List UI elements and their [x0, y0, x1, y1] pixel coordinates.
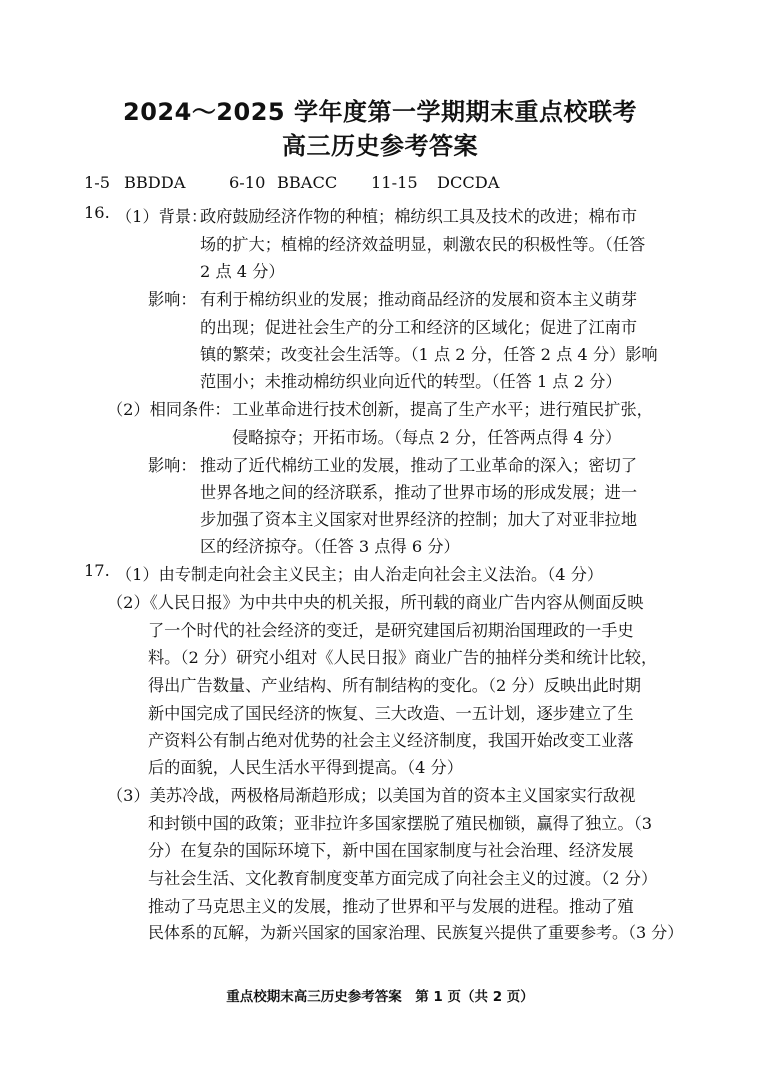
answer-line: 政府鼓励经济作物的种植；棉纺织工具及技术的改进；棉布市 [200, 207, 638, 226]
choice-range: 1-5 [84, 173, 111, 192]
answer-line: 有利于棉纺织业的发展；推动商品经济的发展和资本主义萌芽 [200, 290, 638, 309]
answer-line: 场的扩大；植棉的经济效益明显，刺激农民的积极性等。（任答 [200, 235, 646, 254]
choice-answers: BBDDA [124, 173, 186, 192]
page-subtitle: 高三历史参考答案 [282, 132, 478, 160]
answer-line: 范围小；未推动棉纺织业向近代的转型。（任答 1 点 2 分） [200, 372, 622, 391]
answer-line: 民体系的瓦解，为新兴国家的国家治理、民族复兴提供了重要参考。（3 分） [148, 923, 684, 942]
answer-label: （2）相同条件： [107, 400, 231, 419]
page-footer: 重点校期末高三历史参考答案 第 1 页（共 2 页） [226, 989, 534, 1005]
answer-line: 分）在复杂的国际环境下，新中国在国家制度与社会治理、经济发展 [148, 841, 634, 860]
answer-line: 后的面貌，人民生活水平得到提高。（4 分） [148, 758, 463, 777]
choice-range: 6-10 [229, 173, 266, 192]
answer-line: 区的经济掠夺。（任答 3 点得 6 分） [200, 537, 460, 556]
answer-label: （1）背景： [116, 207, 208, 226]
answer-line: 料。（2 分）研究小组对《人民日报》商业广告的抽样分类和统计比较， [148, 648, 658, 667]
answer-label: 影响： [148, 290, 197, 309]
page-title: 2024～2025 学年度第一学期期末重点校联考 [123, 98, 637, 126]
answer-line: 工业革命进行技术创新，提高了生产水平；进行殖民扩张， [232, 400, 653, 419]
answer-line: 2 点 4 分） [200, 262, 285, 281]
answer-line: （1）由专制走向社会主义民主；由人治走向社会主义法治。（4 分） [116, 565, 604, 584]
answer-line: （3）美苏冷战，两极格局渐趋形成；以美国为首的资本主义国家实行敌视 [107, 786, 636, 805]
answer-label: 影响： [148, 456, 197, 475]
question-number: 16. [84, 203, 110, 222]
answer-line: 了一个时代的社会经济的变迁，是研究建国后初期治国理政的一手史 [148, 621, 634, 640]
answer-line: 与社会生活、文化教育制度变革方面完成了向社会主义的过渡。（2 分） [148, 869, 658, 888]
answer-line: 新中国完成了国民经济的恢复、三大改造、一五计划，逐步建立了生 [148, 704, 634, 723]
answer-line: 推动了马克思主义的发展，推动了世界和平与发展的进程。推动了殖 [148, 897, 634, 916]
answer-line: 世界各地之间的经济联系，推动了世界市场的形成发展；进一 [200, 483, 638, 502]
answer-line: 镇的繁荣；改变社会生活等。（1 点 2 分，任答 2 点 4 分）影响 [200, 345, 658, 364]
answer-line: 推动了近代棉纺工业的发展，推动了工业革命的深入；密切了 [200, 456, 638, 475]
choice-range: 11-15 [371, 173, 418, 192]
answer-line: （2）《人民日报》为中共中央的机关报，所刊载的商业广告内容从侧面反映 [107, 593, 644, 612]
question-number: 17. [84, 561, 110, 580]
answer-line: 和封锁中国的政策；亚非拉许多国家摆脱了殖民枷锁，赢得了独立。（3 [148, 814, 653, 833]
answer-line: 的出现；促进社会生产的分工和经济的区域化；促进了江南市 [200, 318, 638, 337]
answer-line: 步加强了资本主义国家对世界经济的控制；加大了对亚非拉地 [200, 510, 638, 529]
answer-line: 侵略掠夺；开拓市场。（每点 2 分，任答两点得 4 分） [232, 428, 622, 447]
choice-answers: DCCDA [437, 173, 500, 192]
answer-line: 得出广告数量、产业结构、所有制结构的变化。（2 分）反映出此时期 [148, 676, 641, 695]
answer-line: 产资料公有制占绝对优势的社会主义经济制度，我国开始改变工业落 [148, 731, 634, 750]
choice-answers: BBACC [277, 173, 338, 192]
